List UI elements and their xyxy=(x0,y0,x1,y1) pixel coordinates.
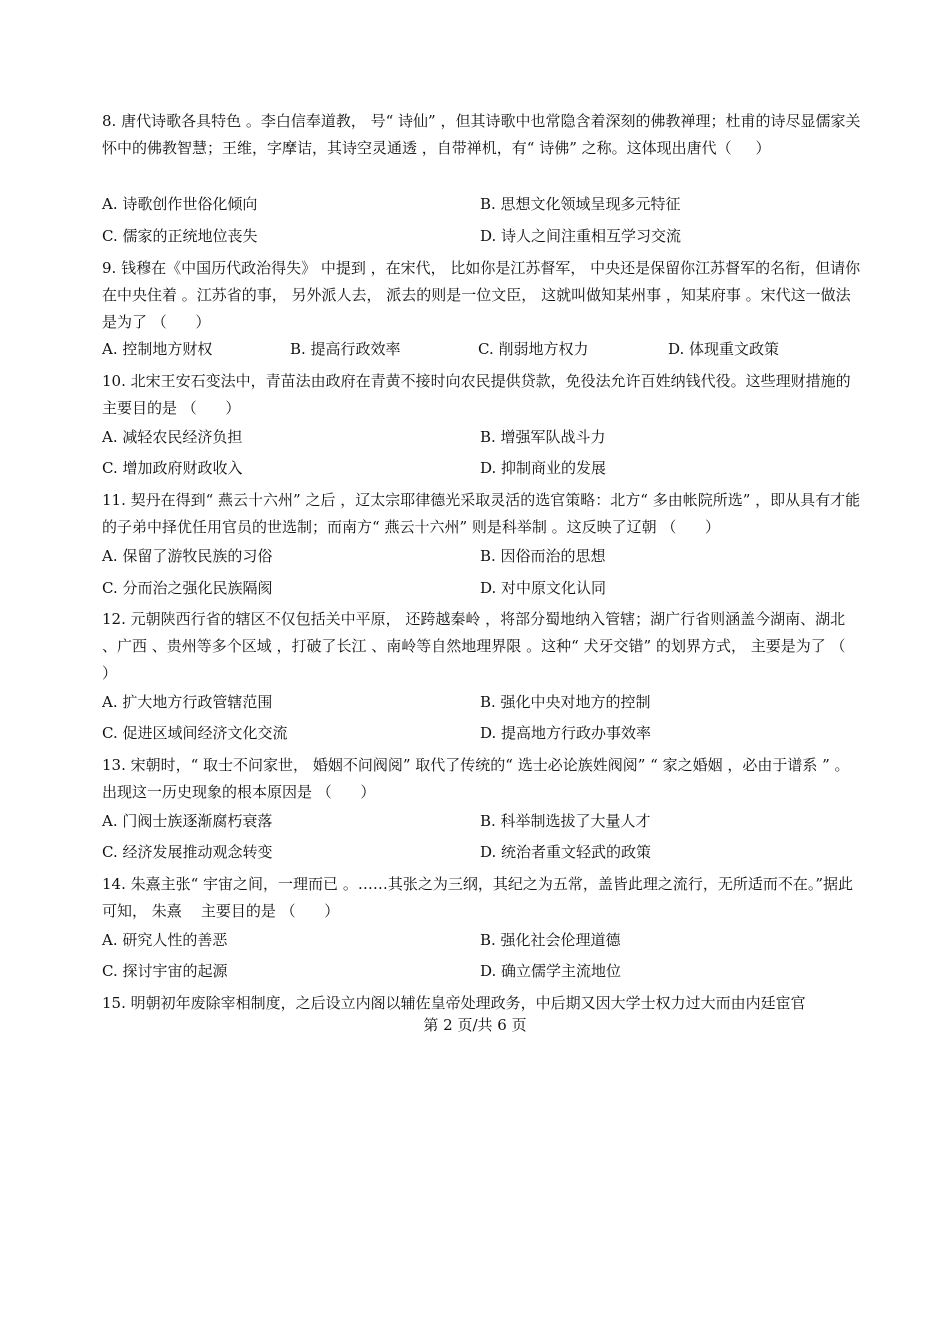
question-10-option-c: C. 增加政府财政收入 xyxy=(102,459,243,477)
question-13-stem: 13. 宋朝时，“ 取士不问家世， 婚姻不问阀阅” 取代了传统的“ 选士必论族姓阀阅” “ 家之婚姻 ，必由于谱系 ” 。出现这一历史现象的根本原因是 （ ） xyxy=(102,756,850,801)
question-9-option-c: C. 削弱地方权力 xyxy=(478,340,589,358)
question-13-option-c: C. 经济发展推动观念转变 xyxy=(102,843,273,861)
question-11-option-b: B. 因俗而治的思想 xyxy=(480,547,606,565)
question-12-stem: 12. 元朝陕西行省的辖区不仅包括关中平原， 还跨越秦岭 ，将部分蜀地纳入管辖；湖广行省则涵盖今湖南、湖北 、广西 、贵州等多个区域 ，打破了长江 、南岭等自然地理界限 。这种“ 犬牙交错” 的划界方式， 主要是为了 （ ） xyxy=(102,610,875,682)
question-10-stem: 10. 北宋王安石变法中，青苗法由政府在青黄不接时向农民提供贷款，免役法允许百姓纳钱代役。这些理财措施的主要目的是 （ ） xyxy=(102,372,851,417)
question-9-option-a: A. 控制地方财权 xyxy=(102,340,213,358)
question-14-stem: 14. 朱熹主张“ 宇宙之间，一理而已 。……其张之为三纲，其纪之为五常，盖皆此理之流行，无所适而不在。”据此可知， 朱熹 主要目的是 （ ） xyxy=(102,875,854,920)
question-12-option-a: A. 扩大地方行政管辖范围 xyxy=(102,693,273,711)
question-14-option-a: A. 研究人性的善恶 xyxy=(102,931,228,949)
question-13-option-b: B. 科举制选拔了大量人才 xyxy=(480,812,651,830)
question-13-option-a: A. 门阀士族逐渐腐朽衰落 xyxy=(102,812,273,830)
question-11-option-d: D. 对中原文化认同 xyxy=(480,579,607,597)
question-8-option-b: B. 思想文化领域呈现多元特征 xyxy=(480,195,681,213)
question-9-stem: 9. 钱穆在《中国历代政治得失》 中提到 ，在宋代， 比如你是江苏督军， 中央还是保留你江苏督军的名衔，但请你在中央住着 。江苏省的事， 另外派人去， 派去的则是一位文臣， 这就叫做知某州事 ，知某府事 。宋代这一做法是为了 （ ） xyxy=(102,259,861,331)
question-10-option-b: B. 增强军队战斗力 xyxy=(480,428,606,446)
question-8-option-c: C. 儒家的正统地位丧失 xyxy=(102,227,258,245)
question-8-option-a: A. 诗歌创作世俗化倾向 xyxy=(102,195,258,213)
question-9-option-d: D. 体现重文政策 xyxy=(668,340,780,358)
question-12-option-c: C. 促进区域间经济文化交流 xyxy=(102,724,288,742)
question-12-option-d: D. 提高地方行政办事效率 xyxy=(480,724,652,742)
question-10-option-d: D. 抑制商业的发展 xyxy=(480,459,607,477)
question-11-stem: 11. 契丹在得到“ 燕云十六州” 之后 ，辽太宗耶律德光采取灵活的选官策略：北方“ 多由帐院所选” ，即从具有才能的子弟中择优任用官员的世选制；而南方“ 燕云十六州” 则是科举制 。这反映了辽朝 （ ） xyxy=(102,491,861,536)
question-12-option-b: B. 强化中央对地方的控制 xyxy=(480,693,651,711)
question-8-option-d: D. 诗人之间注重相互学习交流 xyxy=(480,227,682,245)
question-11-option-c: C. 分而治之强化民族隔阂 xyxy=(102,579,273,597)
page-number-footer: 第 2 页/共 6 页 xyxy=(423,1016,527,1034)
question-14-option-d: D. 确立儒学主流地位 xyxy=(480,962,622,980)
question-9-option-b: B. 提高行政效率 xyxy=(290,340,401,358)
question-15-stem: 15. 明朝初年废除宰相制度，之后设立内阁以辅佐皇帝处理政务，中后期又因大学士权力过大而由内廷宦官 xyxy=(102,994,806,1012)
question-13-option-d: D. 统治者重文轻武的政策 xyxy=(480,843,652,861)
question-11-option-a: A. 保留了游牧民族的习俗 xyxy=(102,547,273,565)
question-8-stem: 8. 唐代诗歌各具特色 。李白信奉道教， 号“ 诗仙” ，但其诗歌中也常隐含着深刻的佛教禅理；杜甫的诗尽显儒家关怀中的佛教智慧；王维，字摩诘，其诗空灵通透 ，自带禅机，有“ 诗佛” 之称。这体现出唐代（ ） xyxy=(102,112,861,157)
question-14-option-c: C. 探讨宇宙的起源 xyxy=(102,962,228,980)
question-10-option-a: A. 减轻农民经济负担 xyxy=(102,428,243,446)
question-14-option-b: B. 强化社会伦理道德 xyxy=(480,931,621,949)
